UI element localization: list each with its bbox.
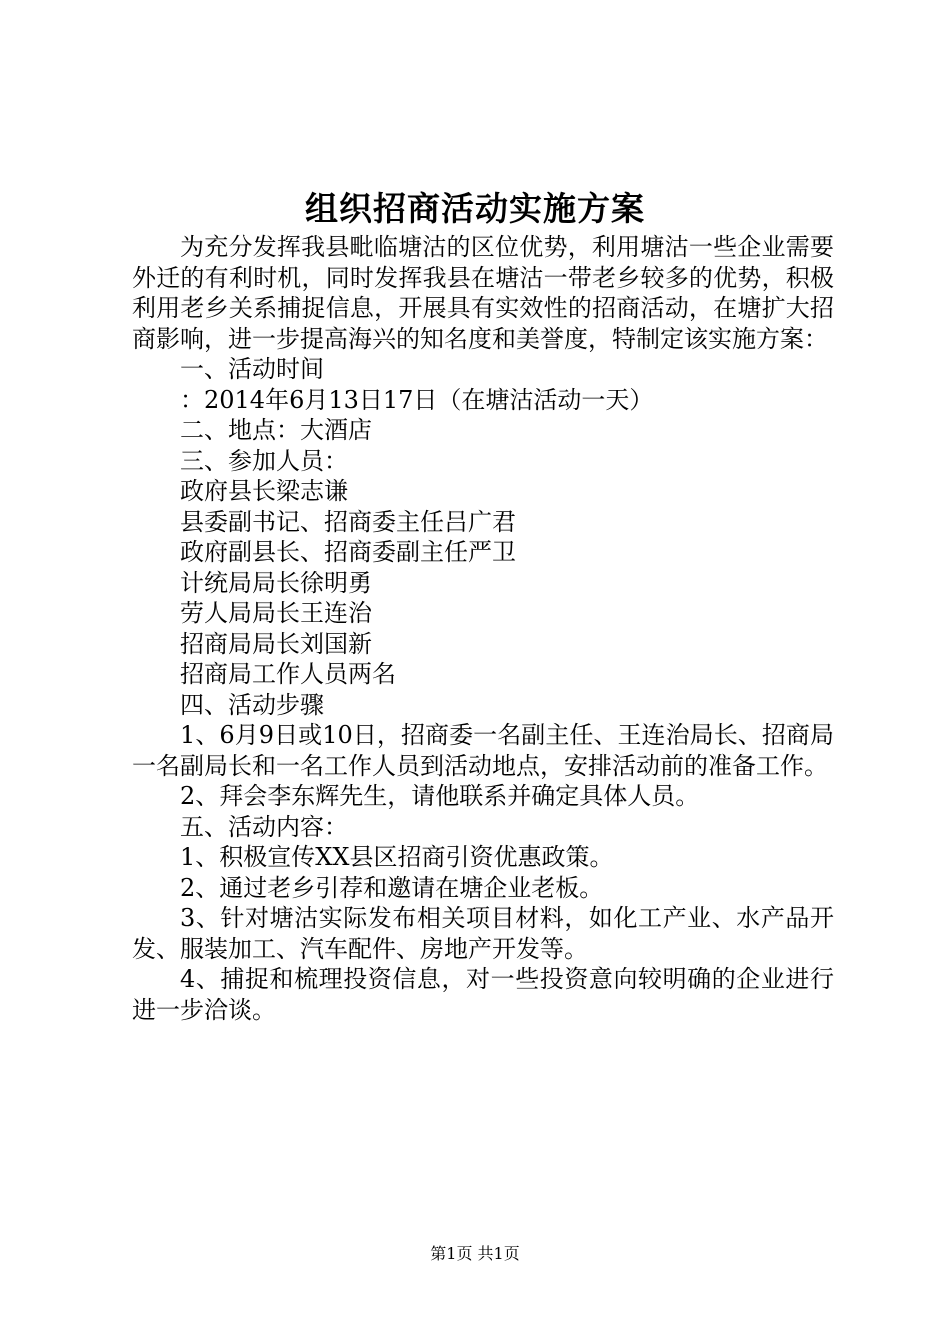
step-item: 2、拜会李东辉先生，请他联系并确定具体人员。 (180, 782, 700, 810)
participant-item: 政府副县长、招商委副主任严卫 (180, 538, 516, 566)
document-title: 组织招商活动实施方案 (305, 189, 645, 228)
section-heading-location: 二、地点：大酒店 (180, 416, 372, 444)
intro-paragraph: 为充分发挥我县毗临塘沽的区位优势，利用塘沽一些企业需要外迁的有利时机，同时发挥我县在塘沽一带老乡较多的优势，积极利用老乡关系捕捉信息，开展具有实效性的招商活动，在塘扩大招商影响，进一步提高海兴的知名度和美誉度，特制定该实施方案： (132, 233, 834, 353)
section-heading-participants: 三、参加人员： (180, 446, 348, 475)
content-item: 1、积极宣传XX县区招商引资优惠政策。 (180, 843, 614, 871)
participant-item: 计统局局长徐明勇 (180, 568, 372, 597)
page-number-footer: 第1页 共1页 (430, 1244, 520, 1263)
section-heading-time: 一、活动时间 (180, 355, 324, 383)
content-item: 2、通过老乡引荐和邀请在塘企业老板。 (180, 873, 604, 902)
participant-item: 县委副书记、招商委主任吕广君 (180, 507, 516, 536)
participant-item: 政府县长梁志谦 (180, 477, 348, 505)
participant-item: 招商局工作人员两名 (180, 660, 396, 688)
section-heading-steps: 四、活动步骤 (180, 690, 324, 719)
participant-item: 招商局局长刘国新 (180, 629, 372, 658)
section-heading-content: 五、活动内容： (180, 812, 348, 841)
content-item: 4、捕捉和梳理投资信息，对一些投资意向较明确的企业进行进一步洽谈。 (132, 965, 834, 1024)
content-item: 3、针对塘沽实际发布相关项目材料，如化工产业、水产品开发、服装加工、汽车配件、房地产开发等。 (132, 904, 834, 963)
document-body (132, 232, 834, 1025)
step-item: 1、6月9日或10日，招商委一名副主任、王连治局长、招商局一名副局长和一名工作人员到活动地点，安排活动前的准备工作。 (132, 721, 834, 780)
participant-item: 劳人局局长王连治 (180, 599, 372, 627)
time-detail: ：2014年6月13日17日（在塘沽活动一天） (180, 385, 654, 414)
